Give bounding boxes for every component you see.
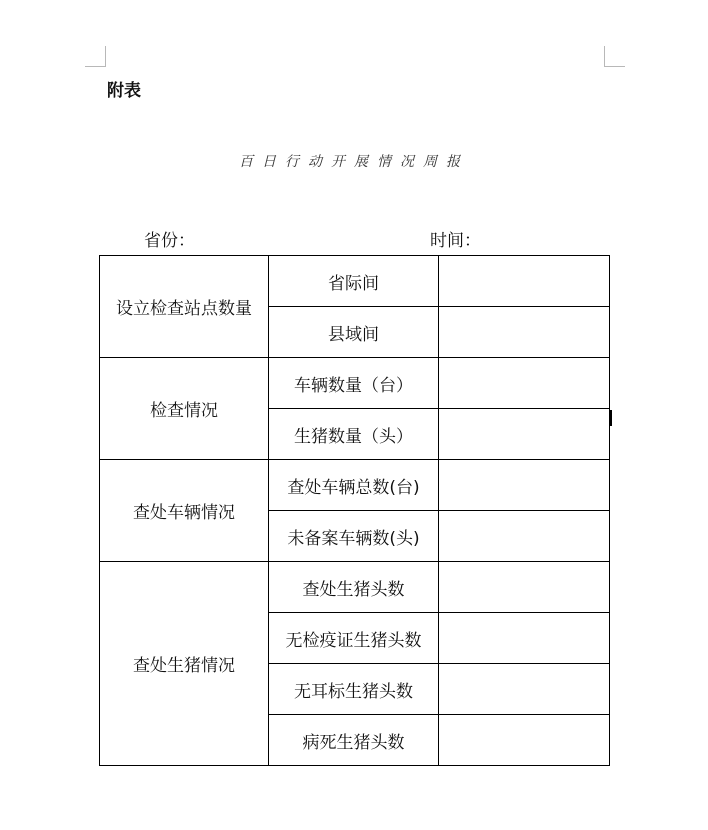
page-corner-mark-top-left xyxy=(85,46,106,67)
item-label-unregistered-vehicles[interactable]: 未备案车辆数(头) xyxy=(269,511,439,562)
value-cell-vehicle-count[interactable] xyxy=(439,358,610,409)
time-label[interactable]: 时间： xyxy=(430,231,481,251)
item-label-pig-count[interactable]: 生猪数量（头） xyxy=(269,409,439,460)
table-row xyxy=(100,256,610,307)
value-cell-pig-count[interactable] xyxy=(439,409,610,460)
item-label-dead-pigs[interactable]: 病死生猪头数 xyxy=(269,715,439,766)
value-cell-pigs-seized[interactable] xyxy=(439,562,610,613)
value-cell-total-vehicles-seized[interactable] xyxy=(439,460,610,511)
item-label-intercounty[interactable]: 县域间 xyxy=(269,307,439,358)
table-row xyxy=(100,562,610,613)
document-title[interactable]: 百日行动开展情况周报 xyxy=(239,154,469,170)
group-label-inspection[interactable]: 检查情况 xyxy=(100,358,269,460)
text-cursor xyxy=(610,410,612,426)
province-label[interactable]: 省份： xyxy=(144,231,195,251)
appendix-label[interactable]: 附表 xyxy=(107,81,141,101)
group-label-vehicles-seized[interactable]: 查处车辆情况 xyxy=(100,460,269,562)
value-cell-no-ear-tag[interactable] xyxy=(439,664,610,715)
item-label-interprovincial[interactable]: 省际间 xyxy=(269,256,439,307)
group-label-pigs-seized[interactable]: 查处生猪情况 xyxy=(100,562,269,766)
value-cell-unregistered-vehicles[interactable] xyxy=(439,511,610,562)
value-cell-no-quarantine-cert[interactable] xyxy=(439,613,610,664)
group-label-checkpoints[interactable]: 设立检查站点数量 xyxy=(100,256,269,358)
item-label-pigs-seized[interactable]: 查处生猪头数 xyxy=(269,562,439,613)
table-row xyxy=(100,460,610,511)
item-label-no-quarantine-cert[interactable]: 无检疫证生猪头数 xyxy=(269,613,439,664)
table-row xyxy=(100,358,610,409)
value-cell-dead-pigs[interactable] xyxy=(439,715,610,766)
value-cell-interprovincial[interactable] xyxy=(439,256,610,307)
item-label-no-ear-tag[interactable]: 无耳标生猪头数 xyxy=(269,664,439,715)
value-cell-intercounty[interactable] xyxy=(439,307,610,358)
item-label-total-vehicles-seized[interactable]: 查处车辆总数(台) xyxy=(269,460,439,511)
page-corner-mark-top-right xyxy=(604,46,625,67)
item-label-vehicle-count[interactable]: 车辆数量（台） xyxy=(269,358,439,409)
weekly-report-table xyxy=(99,255,610,766)
